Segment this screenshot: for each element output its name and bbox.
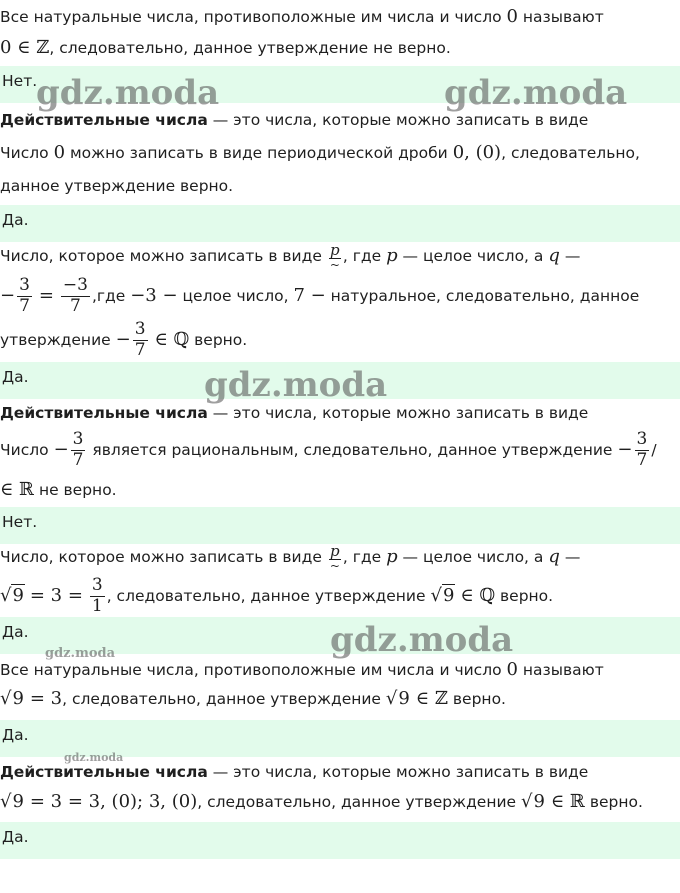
sqrt-expression: √9 — [0, 688, 24, 709]
math-operator: − — [53, 439, 69, 460]
math-expression: ∈ ℝ — [550, 791, 585, 812]
math-zero: 0 — [53, 142, 66, 163]
answer-text: Да. — [2, 828, 29, 846]
sqrt-expression: √9 — [430, 585, 455, 606]
sqrt-expression: √9 — [0, 791, 24, 812]
watermark: gdz.moda — [204, 365, 388, 405]
math-expression: = 3 = 3, (0); 3, (0) — [29, 791, 198, 812]
paragraph-text: верно. — [452, 690, 506, 708]
paragraph-text: верно. — [589, 793, 643, 811]
math-expression: = 3 — [29, 688, 63, 709]
definition-term: Действительные числа — [0, 111, 208, 129]
text-line — [0, 763, 680, 781]
text-line — [0, 404, 680, 422]
radicand: 9 — [12, 585, 24, 606]
fraction-denominator: 7 — [70, 296, 81, 316]
math-operator: − — [115, 329, 131, 350]
sqrt-expression: √9 — [0, 585, 24, 606]
fraction-denominator: 1 — [91, 596, 103, 616]
fraction-denominator: ~ — [329, 257, 340, 272]
text-line — [0, 688, 680, 709]
text-line — [0, 659, 680, 680]
text-line — [0, 142, 680, 163]
text-line — [0, 6, 680, 27]
fraction-numerator: −3 — [62, 275, 88, 296]
paragraph-text: Все натуральные числа, противоположные им числа и число — [0, 8, 502, 26]
paragraph-text: , следовательно, данное утверждение — [197, 793, 517, 811]
text-line — [0, 316, 680, 364]
fraction-denominator: 7 — [636, 450, 648, 470]
fraction-numerator: 3 — [19, 275, 30, 296]
paragraph-text: не верно. — [38, 481, 117, 499]
fraction-numerator: 3 — [91, 575, 103, 596]
watermark: gdz.moda — [64, 751, 124, 764]
paragraph-text: Число, которое можно записать в виде — [0, 548, 322, 566]
math-variable: p — [386, 245, 398, 266]
paragraph-text: — — [564, 548, 581, 566]
fraction — [61, 276, 90, 316]
math-operator: − — [0, 285, 16, 306]
paragraph-text: верно. — [194, 331, 248, 349]
fraction-numerator: p — [330, 240, 340, 259]
paragraph-text: , следовательно, данное утверждение не верно. — [49, 39, 451, 57]
answer-text: Да. — [2, 211, 29, 229]
paragraph-text: является рациональным, следовательно, данное утверждение — [92, 441, 613, 459]
definition-term: Действительные числа — [0, 404, 208, 422]
math-operator: = — [38, 285, 54, 306]
answer-box — [0, 617, 680, 654]
watermark: gdz.moda — [330, 620, 514, 660]
text-line — [0, 424, 680, 476]
paragraph-text: утверждение — [0, 331, 111, 349]
definition-text: — это числа, которые можно записать в виде — [207, 404, 589, 422]
paragraph-text: — — [564, 247, 581, 265]
fraction-numerator: p — [330, 541, 340, 560]
paragraph-text: данное утверждение верно. — [0, 177, 234, 195]
definition-term: Действительные числа — [0, 763, 208, 781]
answer-box — [0, 66, 680, 103]
paragraph-text: — целое число, а — [402, 247, 544, 265]
fraction-numerator: 3 — [636, 429, 648, 450]
fraction — [133, 320, 148, 360]
math-expression: = 3 = — [29, 585, 83, 606]
paragraph-text: , следовательно, данное утверждение — [106, 587, 426, 605]
math-expression: 7 − — [293, 285, 326, 306]
fraction — [90, 576, 105, 616]
math-expression: ∈ ℚ — [460, 585, 496, 606]
answer-text: Да. — [2, 726, 29, 744]
fraction-denominator: ~ — [329, 558, 340, 573]
radicand: 9 — [12, 791, 24, 812]
paragraph-text: Все натуральные числа, противоположные им числа и число — [0, 661, 502, 679]
math-expression: 0, (0) — [452, 142, 502, 163]
answer-box — [0, 205, 680, 242]
answer-box — [0, 362, 680, 399]
math-expression: ∈ ℝ — [0, 479, 35, 500]
definition-text: — это числа, которые можно записать в виде — [207, 763, 589, 781]
fraction-numerator: 3 — [134, 319, 146, 340]
math-expression: ∈ ℚ — [154, 329, 190, 350]
paragraph-text: Число, которое можно записать в виде — [0, 247, 322, 265]
math-expression: −3 − — [130, 285, 178, 306]
paragraph-text: Число — [0, 144, 49, 162]
radicand: 9 — [442, 585, 455, 606]
math-operator: − — [617, 439, 633, 460]
answer-text: Нет. — [2, 513, 38, 531]
fraction — [71, 430, 86, 470]
fraction — [329, 541, 341, 573]
text-line — [0, 238, 680, 274]
fraction — [329, 240, 341, 272]
math-variable: q — [548, 546, 560, 567]
radicand: 9 — [533, 791, 545, 812]
math-variable: q — [548, 245, 560, 266]
radicand: 9 — [398, 688, 410, 709]
fraction-denominator: 7 — [134, 340, 146, 360]
watermark: gdz.moda — [36, 73, 220, 113]
text-line — [0, 111, 680, 129]
paragraph-text: называют — [522, 661, 604, 679]
sqrt-expression: √9 — [521, 791, 545, 812]
fraction-denominator: 7 — [19, 296, 30, 316]
paragraph-text: ,где — [91, 287, 126, 305]
answer-box — [0, 822, 680, 859]
paragraph-text: верно. — [500, 587, 554, 605]
sqrt-expression: √9 — [385, 688, 410, 709]
fraction — [635, 430, 650, 470]
paragraph-text: / — [651, 441, 657, 459]
definition-text: — это числа, которые можно записать в виде — [207, 111, 589, 129]
paragraph-text: натуральное, следовательно, данное — [330, 287, 640, 305]
paragraph-text: Число — [0, 441, 49, 459]
text-line — [0, 37, 680, 58]
watermark: gdz.moda — [444, 73, 628, 113]
paragraph-text: можно записать в виде периодической дроби — [69, 144, 448, 162]
paragraph-text: — целое число, а — [402, 548, 544, 566]
answer-text: Да. — [2, 623, 29, 641]
answer-box — [0, 720, 680, 757]
fraction-denominator: 7 — [72, 450, 84, 470]
text-line — [0, 272, 680, 320]
fraction — [17, 276, 32, 316]
fraction-numerator: 3 — [72, 429, 84, 450]
text-line — [0, 539, 680, 575]
paragraph-text: , где — [342, 548, 382, 566]
math-expression: ∈ ℤ — [415, 688, 448, 709]
answer-text: Да. — [2, 368, 29, 386]
paragraph-text: , следовательно, — [501, 144, 640, 162]
paragraph-text: , где — [342, 247, 382, 265]
paragraph-text: называют — [522, 8, 604, 26]
text-line — [0, 791, 680, 812]
math-zero: 0 — [506, 6, 518, 27]
math-variable: p — [386, 546, 398, 567]
radicand: 9 — [12, 688, 24, 709]
paragraph-text: целое число, — [182, 287, 289, 305]
text-line — [0, 177, 680, 195]
math-expression: 0 ∈ ℤ — [0, 37, 50, 58]
text-line — [0, 572, 680, 620]
paragraph-text: , следовательно, данное утверждение — [62, 690, 381, 708]
watermark: gdz.moda — [45, 646, 116, 661]
math-zero: 0 — [506, 659, 518, 680]
text-line — [0, 479, 680, 500]
answer-text: Нет. — [2, 72, 38, 90]
